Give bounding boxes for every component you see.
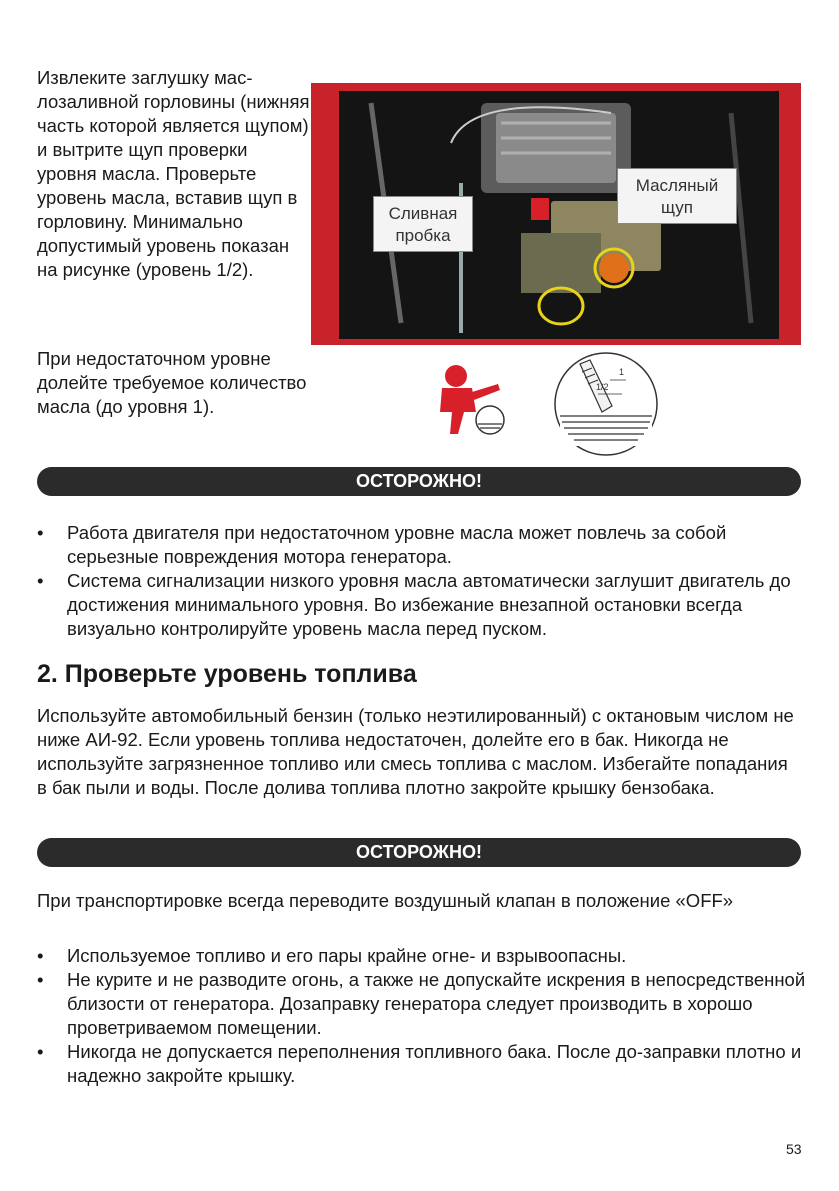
- warning-bar-2: [37, 838, 801, 867]
- intro-paragraph-1: Извлеките заглушку мас-лозаливной горловины (нижняя часть которой является щупом) и вытрите щуп проверки уровня масла. Проверьте уровень масла, вставив щуп в горловину. Минимально допустимый уровень показан на рисунке (уровень 1/2).: [37, 67, 310, 280]
- engine-photo: [311, 83, 801, 345]
- transport-note: При транспортировке всегда переводите воздушный клапан в положение «OFF»: [37, 890, 734, 911]
- list-item: • Не курите и не разводите огонь, а также не допускайте искрения в непосредственной близости от генератора. Дозаправку генератора следует производить в хорошо проветриваемом помещении.: [37, 968, 807, 1040]
- dipstick-label: Масляный щуп: [635, 176, 719, 217]
- warning-title-2: ОСТОРОЖНО!: [356, 842, 482, 862]
- level-half-label: 1/2: [596, 382, 609, 392]
- intro-paragraph-2: При недостаточном уровне долейте требуемое количество масла (до уровня 1).: [37, 348, 307, 417]
- dipstick-callout: [617, 168, 737, 224]
- warning-list-1: [37, 521, 807, 641]
- page-number: 53: [786, 1141, 802, 1157]
- drain-plug-label: Сливная пробка: [388, 204, 458, 245]
- warning-list-2: [37, 944, 807, 1088]
- drain-plug-callout: [373, 196, 473, 252]
- warning-bar-1: [37, 467, 801, 496]
- oil-caution-pictogram: [428, 362, 514, 440]
- fuel-paragraph: Используйте автомобильный бензин (только неэтилированный) с октановым числом не ниже АИ-92. Если уровень топлива недостаточен, долейте его в бак. Никогда не используйте загрязненное топливо или смесь топлива с маслом. Избегайте попадания в бак пыли и воды. После долива топлива плотно закройте крышку бензобака.: [37, 705, 794, 798]
- list-item: • Система сигнализации низкого уровня масла автоматически заглушит двигатель до достижения минимального уровня. Во избежание внезапной остановки всегда визуально контролируйте уровень масла перед пуском.: [37, 569, 807, 641]
- warning-title-1: ОСТОРОЖНО!: [356, 471, 482, 491]
- section-heading-fuel: 2. Проверьте уровень топлива: [37, 660, 417, 688]
- list-item: • Никогда не допускается переполнения топливного бака. После до-заправки плотно и надежно закройте крышку.: [37, 1040, 807, 1088]
- dipstick-level-diagram: [552, 350, 660, 458]
- list-item: • Используемое топливо и его пары крайне огне- и взрывоопасны.: [37, 944, 807, 968]
- level-full-label: 1: [619, 367, 625, 377]
- list-item: • Работа двигателя при недостаточном уровне масла может повлечь за собой серьезные повреждения мотора генератора.: [37, 521, 807, 569]
